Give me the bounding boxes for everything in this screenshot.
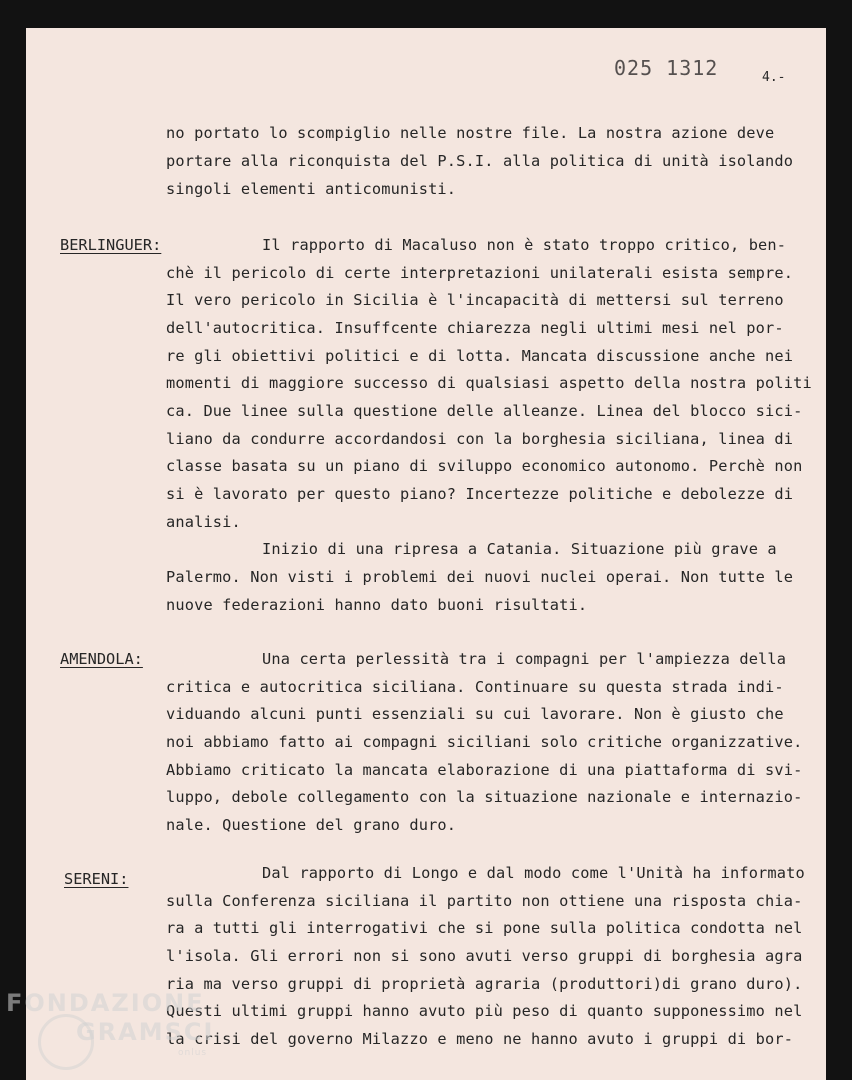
text-line: sulla Conferenza siciliana il partito non ottiene una risposta chia-: [166, 892, 803, 910]
text-line: l'isola. Gli errori non si sono avuti verso gruppi di borghesia agra: [166, 947, 803, 965]
watermark-line-2: GRAMSCI: [76, 1018, 215, 1046]
text-line: la crisi del governo Milazzo e meno ne hanno avuto i gruppi di bor-: [166, 1030, 794, 1048]
text-line: liano da condurre accordandosi con la borghesia siciliana, linea di: [166, 430, 794, 448]
text-line: Il rapporto di Macaluso non è stato troppo critico, ben-: [262, 236, 787, 254]
text-line: nuove federazioni hanno dato buoni risultati.: [166, 596, 588, 614]
text-line: ca. Due linee sulla questione delle alleanze. Linea del blocco sici-: [166, 402, 803, 420]
text-line: ra a tutti gli interrogativi che si pone sulla politica condotta nel: [166, 919, 803, 937]
text-line: dell'autocritica. Insuffcente chiarezza negli ultimi mesi nel por-: [166, 319, 784, 337]
speaker-sereni: SERENI:: [64, 870, 129, 888]
archive-reference-number: 025 1312: [614, 56, 719, 80]
text-line: Una certa perlessità tra i compagni per l'ampiezza della: [262, 650, 787, 668]
text-line: luppo, debole collegamento con la situazione nazionale e internazio-: [166, 788, 803, 806]
text-line: critica e autocritica siciliana. Continuare su questa strada indi-: [166, 678, 784, 696]
text-line: re gli obiettivi politici e di lotta. Mancata discussione anche nei: [166, 347, 794, 365]
text-line: si è lavorato per questo piano? Incertezze politiche e debolezze di: [166, 485, 794, 503]
text-line: momenti di maggiore successo di qualsiasi aspetto della nostra politi: [166, 374, 812, 392]
text-line: viduando alcuni punti essenziali su cui lavorare. Non è giusto che: [166, 705, 784, 723]
speaker-amendola: AMENDOLA:: [60, 650, 143, 668]
text-line: singoli elementi anticomunisti.: [166, 180, 457, 198]
text-line: noi abbiamo fatto ai compagni siciliani solo critiche organizzative.: [166, 733, 803, 751]
text-line: portare alla riconquista del P.S.I. alla politica di unità isolando: [166, 152, 794, 170]
text-line: Inizio di una ripresa a Catania. Situazione più grave a: [262, 540, 777, 558]
watermark-line-3: onlus: [178, 1048, 208, 1058]
text-line: Palermo. Non visti i problemi dei nuovi nuclei operai. Non tutte le: [166, 568, 794, 586]
speaker-berlinguer: BERLINGUER:: [60, 236, 162, 254]
text-line: Dal rapporto di Longo e dal modo come l'Unità ha informato: [262, 864, 805, 882]
text-line: no portato lo scompiglio nelle nostre file. La nostra azione deve: [166, 124, 775, 142]
document-page: [26, 28, 826, 1080]
watermark-line-1: FONDAZIONE: [6, 989, 205, 1017]
text-line: Abbiamo criticato la mancata elaborazione di una piattaforma di svi-: [166, 761, 803, 779]
text-line: ria ma verso gruppi di proprietà agraria (produttori)di grano duro).: [166, 975, 803, 993]
text-line: Il vero pericolo in Sicilia è l'incapacità di mettersi sul terreno: [166, 291, 784, 309]
text-line: classe basata su un piano di sviluppo economico autonomo. Perchè non: [166, 457, 803, 475]
text-line: nale. Questione del grano duro.: [166, 816, 457, 834]
text-line: analisi.: [166, 513, 241, 531]
text-line: chè il pericolo di certe interpretazioni unilaterali esista sempre.: [166, 264, 794, 282]
text-line: Questi ultimi gruppi hanno avuto più peso di quanto supponessimo nel: [166, 1002, 803, 1020]
page-number: 4.-: [762, 70, 786, 85]
